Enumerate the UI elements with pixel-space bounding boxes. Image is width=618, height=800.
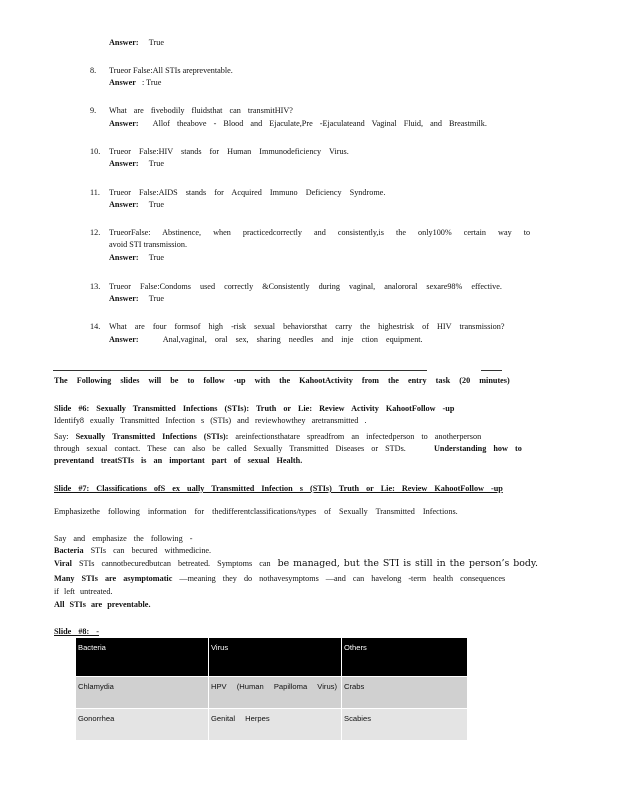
- answer-value: : True: [141, 78, 162, 87]
- slide7-bacteria-line: [54, 546, 211, 556]
- slide7-heading: Slide #7: Classifications ofS ex ually Transmitted Infection s (STIs) Truth or Lie: Review KahootFollow -up: [54, 484, 503, 493]
- q13-answer: [109, 294, 164, 304]
- answer-label: Answer: [109, 78, 136, 87]
- q9-question: What are fivebodily fluidsthat can transmitHIV?: [109, 106, 293, 115]
- q11-question: Trueor False:AIDS stands for Acquired Immuno Deficiency Syndrome.: [109, 188, 386, 197]
- say-bold: Sexually Transmitted Infections (STIs):: [75, 432, 229, 441]
- table-cell: HPV (Human Papilloma Virus): [209, 677, 342, 709]
- header-bacteria: Bacteria: [76, 638, 209, 677]
- slide6-line1: Identify8 exually Transmitted Infection s (STIs) and reviewhowthey aretransmitted .: [54, 416, 367, 425]
- slide8-heading: Slide #8: -: [54, 627, 100, 636]
- slide7-line-left: if left untreated.: [54, 587, 113, 596]
- q10-answer: [109, 159, 164, 169]
- bacteria-bold: Bacteria: [54, 546, 84, 555]
- viral-bold: Viral: [54, 559, 72, 568]
- classification-table: [76, 638, 468, 740]
- answer-value: True: [148, 38, 164, 47]
- answer-label: Answer:: [109, 253, 139, 262]
- q13-number: 13.: [90, 282, 101, 291]
- header-virus: Virus: [209, 638, 342, 677]
- q9-number: 9.: [90, 106, 97, 115]
- many-bold: Many STIs are asymptomatic: [54, 574, 173, 583]
- answer-value: True: [148, 294, 164, 303]
- viral-rest: STIs cannotbecuredbutcan betreated. Symptoms can: [78, 559, 271, 568]
- table-cell: Chlamydia: [76, 677, 209, 709]
- answer-value: True: [148, 200, 164, 209]
- q12-number: 12.: [90, 228, 101, 237]
- slide7-all-line: All STIs are preventable.: [54, 600, 151, 609]
- q12-question-line2: avoid STI transmission.: [109, 240, 188, 249]
- line3-bold: Understanding how to: [434, 444, 522, 453]
- q14-question: What are four formsof high -risk sexual behaviorsthat carry the highestrisk of HIV transmission?: [109, 322, 505, 331]
- answer-value: True: [148, 159, 164, 168]
- answer-label: Answer:: [109, 294, 139, 303]
- q14-number: 14.: [90, 322, 101, 331]
- q12-answer: [109, 253, 164, 263]
- q14-answer: [109, 335, 423, 345]
- q8-answer: [109, 78, 161, 88]
- many-rest: —meaning they do nothavesymptoms —and can havelong -term health consequences: [179, 574, 506, 583]
- q10-number: 10.: [90, 147, 101, 156]
- line3-text: through sexual contact. These can also be called Sexually Transmitted Diseases or STDs.: [54, 444, 406, 453]
- answer-value: Anal,vaginal, oral sex, sharing needles and inje ction equipment.: [162, 335, 423, 344]
- table-cell: Gonorrhea: [76, 709, 209, 741]
- table-header-row: [76, 638, 468, 677]
- answer-label: Answer:: [109, 119, 139, 128]
- divider-line-short: [481, 370, 502, 371]
- table-row: [76, 677, 468, 709]
- q12-question-line1: TrueorFalse: Abstinence, when practicedcorrectly and consistently,is the only100% certain way to: [109, 228, 531, 237]
- q8-number: 8.: [90, 66, 97, 75]
- answer-label: Answer:: [109, 38, 139, 47]
- slide7-line2: Say and emphasize the following -: [54, 534, 193, 543]
- answer-value: True: [148, 253, 164, 262]
- slide7-viral-line: [54, 559, 538, 569]
- q8-question: Trueor False:All STIs arepreventable.: [109, 66, 233, 75]
- q11-answer: [109, 200, 164, 210]
- answer-value: Allof theabove - Blood and Ejaculate,Pre -Ejaculateand Vaginal Fluid, and Breastmilk.: [152, 119, 487, 128]
- slide6-heading: Slide #6: Sexually Transmitted Infections (STIs): Truth or Lie: Review Activity KahootFollow -up: [54, 404, 455, 413]
- divider-line: [53, 370, 427, 371]
- q7-answer: [109, 38, 164, 48]
- answer-label: Answer:: [109, 159, 139, 168]
- q13-question: Trueor False:Condoms used correctly &Consistently during vaginal, analororal sexare98% effective.: [109, 282, 502, 291]
- slide6-line4: preventand treatSTIs is an important part of sexual Health.: [54, 456, 303, 465]
- say-rest: areinfectionsthatare spreadfrom an infectedperson to anotherperson: [235, 432, 482, 441]
- table-row: [76, 709, 468, 741]
- slide7-line1: Emphasizethe following information for thedifferentclassifications/types of Sexually Transmitted Infections.: [54, 507, 458, 516]
- following-note: The Following slides will be to follow -up with the KahootActivity from the entry task (20 minutes): [54, 376, 510, 385]
- answer-label: Answer:: [109, 335, 139, 344]
- q11-number: 11.: [90, 188, 100, 197]
- table-cell: Scabies: [342, 709, 468, 741]
- q10-question: Trueor False:HIV stands for Human Immunodeficiency Virus.: [109, 147, 349, 156]
- slide7-many-line: [54, 574, 505, 584]
- slide6-say-line: [54, 432, 481, 442]
- bacteria-rest: STIs can becured withmedicine.: [90, 546, 212, 555]
- q9-answer: [109, 119, 487, 129]
- say-label: Say:: [54, 432, 69, 441]
- slide6-line3: [54, 444, 522, 454]
- viral-big: be managed, but the STI is still in the person’s body.: [277, 558, 538, 569]
- table-cell: Crabs: [342, 677, 468, 709]
- table-cell: Genital Herpes: [209, 709, 342, 741]
- answer-label: Answer:: [109, 200, 139, 209]
- header-others: Others: [342, 638, 468, 677]
